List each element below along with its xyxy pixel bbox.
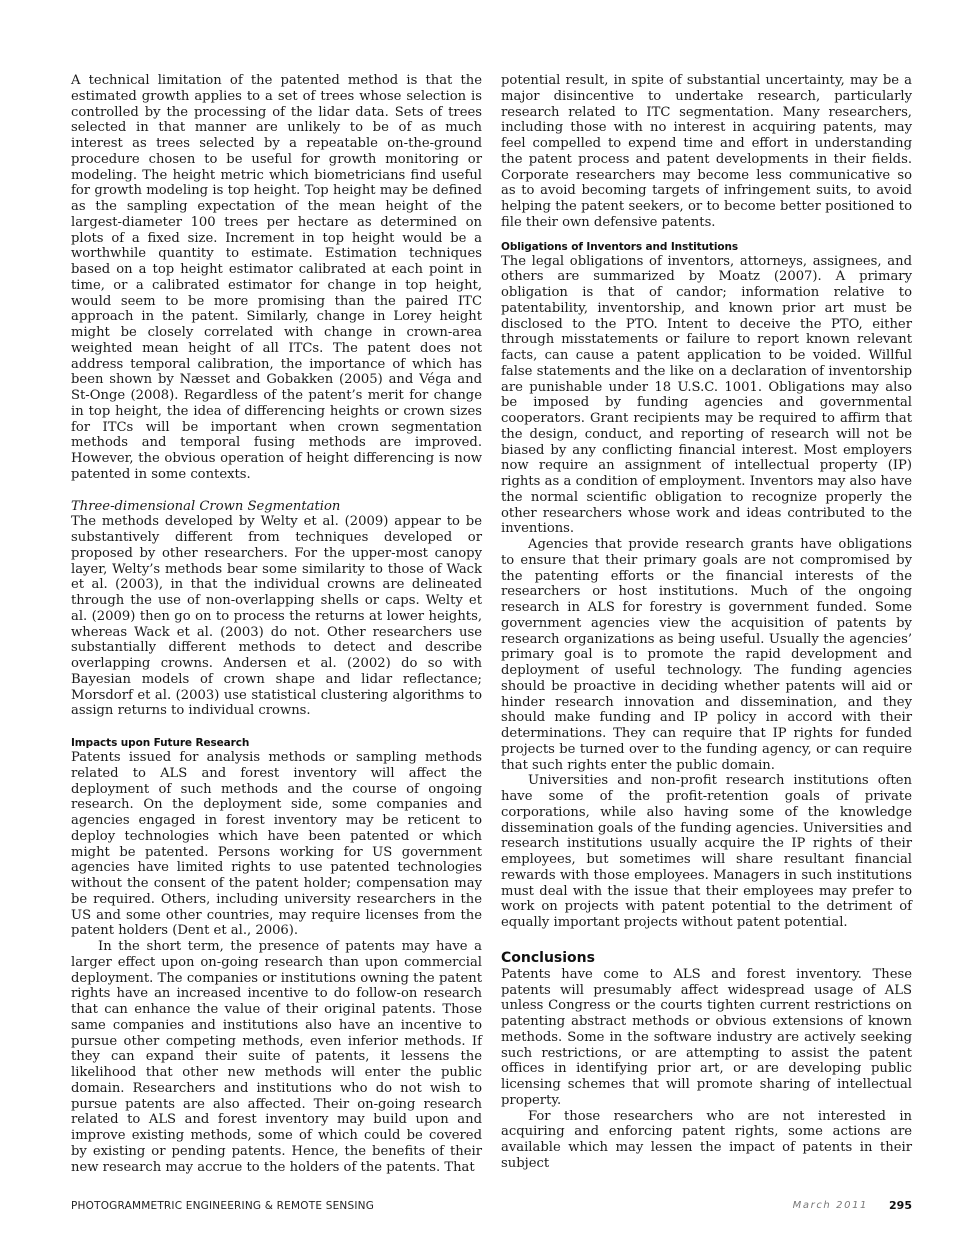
right-column — [501, 73, 912, 1172]
body-paragraph: For those researchers who are not interested in acquiring and enforcing patent rights, some actions are available which may lessen the impact of patents in their subject — [501, 1108, 912, 1171]
body-paragraph: The methods developed by Welty et al. (2009) appear to be substantively different from techniques developed or proposed by other researchers. For the upper-most canopy layer, Welty’s methods bear some similarity to those of Wack et al. (2003), in that the individual crowns are delineated through the use of non-overlapping shells or caps. Welty et al. (2009) then go on to process the returns at lower heights, whereas Wack et al. (2003) do not. Other researchers use substantially different methods to detect and describe overlapping crowns. Andersen et al. (2002) do so with Bayesian models of crown shape and lidar reflectance; Morsdorf et al. (2003) use statistical clustering algorithms to assign returns to individual crowns. — [71, 514, 482, 719]
subsection-heading: Three-dimensional Crown Segmentation — [71, 498, 341, 514]
body-paragraph: Patents have come to ALS and forest inventory. These patents will presumably affect widespread usage of ALS unless Congress or the courts tighten current restrictions on patenting abstract methods or obvious extensions of known methods. Some in the software industry are actively seeking such restrictions, or are attempting to assist the patent offices in identifying prior art, or are developing public licensing schemes that will promote sharing of intellectual property. — [501, 966, 912, 1108]
issue-date: March 2011 — [792, 1200, 868, 1211]
body-paragraph: Patents issued for analysis methods or sampling methods related to ALS and forest inventory will affect the deployment of such methods and the course of ongoing research. On the deployment side, some companies and agencies engaged in forest inventory may be reticent to deploy technologies which have been patented or which might be patented. Persons working for US government agencies have limited rights to use patented technologies without the consent of the patent holder; compensation may be required. Others, including university researchers in the US and some other countries, may require licenses from the patent holders (Dent et al., 2006). — [71, 750, 482, 939]
body-paragraph: The legal obligations of inventors, attorneys, assignees, and others are summarized by Moatz (2007). A primary obligation is that of candor; information relative to patentability, inventorship, and known prior art must be disclosed to the PTO. Intent to deceive the PTO, either through misstatements or failure to report known relevant facts, can cause a patent application to be voided. Willful false statements and the like on a declaration of inventorship are punishable under 18 U.S.C. 1001. Obligations may also be imposed by funding agencies and governmental cooperators. Grant recipients may be required to affirm that the design, conduct, and reporting of research will not be biased by any conflicting financial interest. Most employers now require an assignment of intellectual property (IP) rights as a condition of employment. Inventors may also have the normal scientific obligation to recognize properly the other researchers whose work and ideas contributed to the inventions. — [501, 253, 912, 537]
journal-name: PHOTOGRAMMETRIC ENGINEERING & REMOTE SENSING — [71, 1200, 375, 1212]
body-paragraph: potential result, in spite of substantial uncertainty, may be a major disincentive to undertake research, particularly research related to ITC segmentation. Many researchers, including those with no interest in acquiring patents, may feel compelled to expend time and effort in understanding the patent process and patent developments in their fields. Corporate researchers may become less communicative so as to avoid becoming targets of infringement suits, to avoid helping the patent seekers, or to become better positioned to file their own defensive patents. — [501, 73, 912, 230]
body-paragraph: Universities and non-profit research institutions often have some of the profit-retention goals of private corporations, while also having some of the knowledge dissemination goals of the funding agencies. Universities and research institutions usually acquire the IP rights of their employees, but sometimes will share resultant financial rewards with those employees. Managers in such institutions must deal with the issue that their employees may prefer to work on projects with patent potential to the detriment of equally important projects without patent potential. — [501, 773, 912, 930]
conclusions-heading: Conclusions — [501, 949, 595, 966]
body-paragraph: In the short term, the presence of patents may have a larger effect upon on-going research than upon commercial deployment. The companies or institutions owning the patent rights have an increased incentive to do follow-on research that can enhance the value of their original patents. Those same companies and institutions also have an incentive to pursue other competing methods, even inferior methods. If they can expand their suite of patents, it lessens the likelihood that other new methods will enter the public domain. Researchers and institutions who do not wish to pursue patents are also affected. Their on-going research related to ALS and forest inventory may build upon and improve existing methods, some of which could be covered by existing or pending patents. Hence, the benefits of their new research may accrue to the holders of the patents. That — [71, 939, 482, 1175]
section-heading: Impacts upon Future Research — [71, 737, 250, 749]
page-number: 295 — [889, 1199, 912, 1212]
left-column — [71, 73, 482, 1175]
section-heading: Obligations of Inventors and Institutions — [501, 240, 738, 253]
body-paragraph: A technical limitation of the patented method is that the estimated growth applies to a set of trees whose selection is controlled by the processing of the lidar data. Sets of trees selected in that manner are unlikely to be of as much interest as trees selected by a repeatable on-the-ground procedure chosen to be useful for growth monitoring or modeling. The height metric which biometricians find useful for growth modeling is top height. Top height may be defined as the sampling expectation of the mean height of the largest-diameter 100 trees per hectare as determined on plots of a fixed size. Increment in top height would be a worthwhile quantity to estimate. Estimation techniques based on a top height estimator calibrated at each point in time, or a calibrated estimator for change in top height, would seem to be more promising than the paired ITC approach in the patent. Similarly, change in Lorey height might be closely correlated with change in crown-area weighted mean height of all ITCs. The patent does not address temporal calibration, the importance of which has been shown by Næsset and Gobakken (2005) and Véga and St-Onge (2008). Regardless of the patent’s merit for change in top height, the idea of differencing heights or crown sizes for ITCs will be important when crown segmentation methods and temporal fusing methods are improved. However, the obvious operation of height differencing is now patented in some contexts. — [71, 73, 482, 482]
page-footer — [71, 1200, 912, 1216]
body-paragraph: Agencies that provide research grants have obligations to ensure that their primary goals are not compromised by the patenting efforts or the financial interests of the researchers or host institutions. Much of the ongoing research in ALS for forestry is government funded. Some government agencies view the acquisition of patents by research organizations as being useful. Usually the agencies’ primary goal is to promote the rapid development and deployment of useful technology. The funding agencies should be proactive in deciding whether patents will aid or hinder research innovation and dissemination, and they should make funding and IP policy in accord with their determinations. They can require that IP rights for funded projects be turned over to the funding agency, or can require that such rights enter the public domain. — [501, 537, 912, 773]
